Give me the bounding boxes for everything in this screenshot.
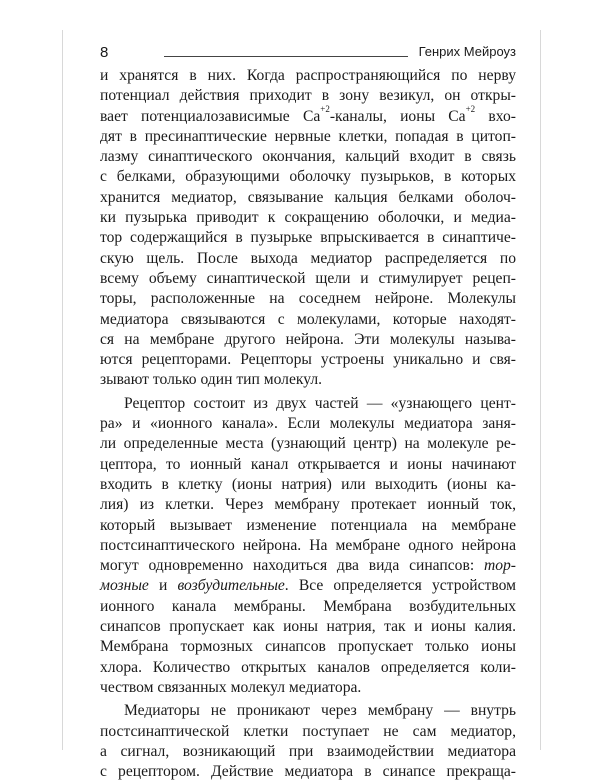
text-line: всему объему синаптической щели и стимулирует рецеп- xyxy=(100,269,516,287)
text-line: ионного канала мембраны. Мембрана возбудительных xyxy=(100,597,516,615)
header-rule xyxy=(164,56,408,57)
text-line: постсинаптической клетки поступает не сам медиатор, xyxy=(100,722,516,740)
text-line: и хранятся в них. Когда распространяющийся по нерву xyxy=(100,67,516,84)
text-line: цептора, то ионный канал открывается и ионы начинают xyxy=(100,455,516,473)
text-line: ли определенные места (узнающий центр) на молекуле ре- xyxy=(100,435,516,453)
text-line: Мембрана тормозных синапсов пропускает только ионы xyxy=(100,638,516,656)
text-line: с рецептором. Действие медиатора в синапсе прекраща- xyxy=(100,763,516,781)
text-line: мозные и возбудительные. Все определяется устройством xyxy=(100,577,516,595)
text-line: ки пузырька приводит к сокращению оболочки, и медиа- xyxy=(100,209,516,227)
text-line: тор содержащийся в пузырьке впрыскивается в синаптиче- xyxy=(100,229,516,247)
text-line: Рецептор состоит из двух частей — «узнающего цент- xyxy=(124,394,516,412)
italic-term: мозные xyxy=(100,577,149,595)
text-line: ся на мембране другого нейрона. Эти молекулы называ- xyxy=(100,330,516,348)
text-line: чеством связанных молекул медиатора. xyxy=(100,678,362,696)
page-edge-right xyxy=(540,30,541,750)
text-line: хранится медиатор, связывание кальция белками оболоч- xyxy=(100,188,516,206)
text-line: входить в клетку (ионы натрия) или выходить (ионы ка- xyxy=(100,475,516,493)
text-line: Медиаторы не проникают через мембрану — внутрь xyxy=(124,702,516,720)
text-line: лия) из клетки. Через мембрану протекает ионный ток, xyxy=(100,496,516,514)
paragraph xyxy=(100,701,516,782)
text-line: хлора. Количество открытых каналов определяется коли- xyxy=(100,658,516,676)
text-line: могут одновременно находиться два вида синапсов: тор- xyxy=(100,557,516,575)
text-line: лазму синаптического окончания, кальций входит в связь xyxy=(100,148,516,166)
running-header xyxy=(100,44,516,64)
text-line: вает потенциалозависимые $Ca^{+2}$-каналы, ионы $Ca^{+2}$ вхо- xyxy=(100,104,516,125)
text-line: ра» и «ионного канала». Если молекулы медиатора заня- xyxy=(100,415,516,433)
text-line: постсинаптического нейрона. На мембране одного нейрона xyxy=(100,536,516,554)
text-line: с белками, образующими оболочку пузырьков, в которых xyxy=(100,168,516,186)
paragraph xyxy=(100,66,516,391)
italic-term: тор- xyxy=(483,557,516,575)
text-line: потенциал действия приходит в зону везикул, он откры- xyxy=(100,87,516,105)
superscript: +2 xyxy=(465,104,476,115)
superscript: +2 xyxy=(320,104,330,115)
text-line: торы, расположенные на соседнем нейроне. Молекулы xyxy=(100,290,516,308)
text-line: скую щель. После выхода медиатор распределяется по xyxy=(100,249,516,267)
text-line: синапсов пропускает как ионы натрия, так и ионы калия. xyxy=(100,618,516,636)
body-text xyxy=(100,66,516,782)
page-number: 8 xyxy=(100,44,109,61)
text-line: зывают только один тип молекул. xyxy=(100,371,323,389)
text-line: медиатора связываются с молекулами, которые находят- xyxy=(100,310,516,328)
running-head-author: Генрих Мейроуз xyxy=(418,44,516,59)
text-line: дят в пресинаптические нервные клетки, попадая в цитоп- xyxy=(100,127,516,145)
text-line: который вызывает изменение потенциала на мембране xyxy=(100,516,516,534)
italic-term: возбудительные xyxy=(177,577,285,595)
paragraph xyxy=(100,394,516,698)
page-edge-left xyxy=(62,30,63,750)
text-line: а сигнал, возникающий при взаимодействии медиатора xyxy=(100,742,516,760)
text-line: ются рецепторами. Рецепторы устроены уникально и свя- xyxy=(100,351,516,369)
